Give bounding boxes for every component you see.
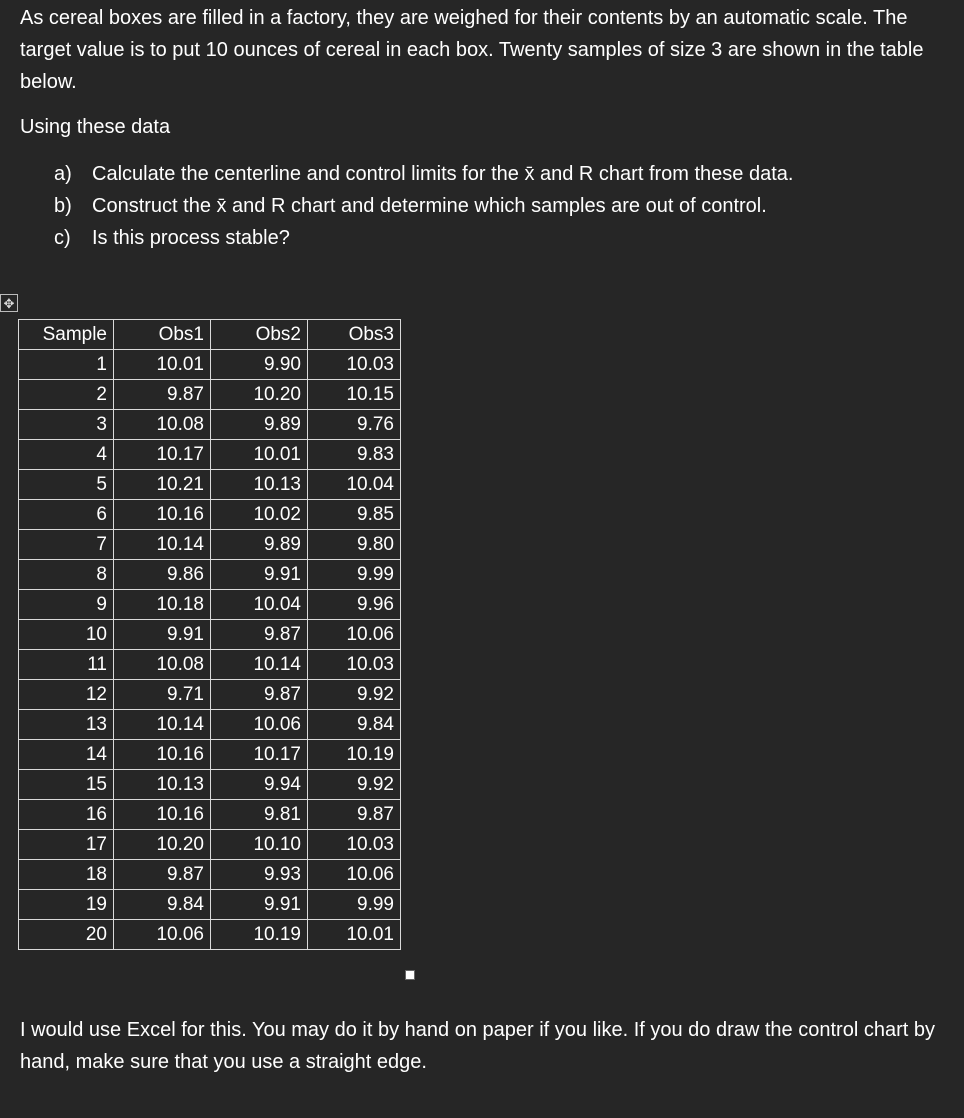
cell-obs1: 10.14 — [114, 710, 211, 740]
cell-obs1: 9.84 — [114, 890, 211, 920]
table-row — [19, 710, 401, 740]
table-row — [19, 620, 401, 650]
cell-sample: 19 — [19, 890, 114, 920]
cell-obs3: 10.06 — [308, 620, 401, 650]
table-row — [19, 560, 401, 590]
cell-obs2: 10.01 — [211, 440, 308, 470]
cell-obs2: 10.20 — [211, 380, 308, 410]
cell-obs2: 9.91 — [211, 890, 308, 920]
cell-sample: 1 — [19, 350, 114, 380]
cell-obs1: 10.14 — [114, 530, 211, 560]
cell-obs1: 10.18 — [114, 590, 211, 620]
cell-sample: 10 — [19, 620, 114, 650]
question-list — [54, 158, 793, 254]
cell-obs2: 9.87 — [211, 680, 308, 710]
cell-obs1: 10.16 — [114, 740, 211, 770]
cell-obs3: 9.99 — [308, 890, 401, 920]
cell-obs1: 9.71 — [114, 680, 211, 710]
header-obs2: Obs2 — [211, 320, 308, 350]
cell-sample: 13 — [19, 710, 114, 740]
cell-sample: 11 — [19, 650, 114, 680]
cell-obs1: 10.01 — [114, 350, 211, 380]
header-obs3: Obs3 — [308, 320, 401, 350]
cell-obs1: 9.87 — [114, 860, 211, 890]
sample-table — [18, 319, 401, 950]
cell-obs2: 10.06 — [211, 710, 308, 740]
move-arrows-icon[interactable]: ✥ — [0, 294, 18, 312]
cell-obs2: 10.10 — [211, 830, 308, 860]
cell-obs3: 10.01 — [308, 920, 401, 950]
cell-obs1: 10.17 — [114, 440, 211, 470]
cell-obs3: 10.19 — [308, 740, 401, 770]
cell-obs3: 9.85 — [308, 500, 401, 530]
table-row — [19, 590, 401, 620]
question-text: Is this process stable? — [92, 227, 290, 249]
cell-obs1: 10.16 — [114, 500, 211, 530]
cell-obs2: 10.14 — [211, 650, 308, 680]
cell-obs1: 10.08 — [114, 410, 211, 440]
header-sample: Sample — [19, 320, 114, 350]
cell-sample: 3 — [19, 410, 114, 440]
cell-obs3: 9.83 — [308, 440, 401, 470]
cell-obs3: 9.80 — [308, 530, 401, 560]
cell-obs2: 10.13 — [211, 470, 308, 500]
cell-sample: 14 — [19, 740, 114, 770]
resize-handle-icon[interactable] — [405, 970, 415, 980]
table-row — [19, 890, 401, 920]
cell-obs3: 10.03 — [308, 650, 401, 680]
cell-sample: 2 — [19, 380, 114, 410]
table-row — [19, 770, 401, 800]
cell-obs3: 10.06 — [308, 860, 401, 890]
cell-obs3: 10.03 — [308, 350, 401, 380]
cell-obs3: 10.03 — [308, 830, 401, 860]
cell-obs3: 9.96 — [308, 590, 401, 620]
cell-obs2: 9.94 — [211, 770, 308, 800]
cell-obs1: 10.20 — [114, 830, 211, 860]
cell-sample: 12 — [19, 680, 114, 710]
cell-obs2: 10.19 — [211, 920, 308, 950]
cell-sample: 4 — [19, 440, 114, 470]
cell-obs3: 9.99 — [308, 560, 401, 590]
cell-obs2: 9.81 — [211, 800, 308, 830]
outro-paragraph: I would use Excel for this. You may do it by hand on paper if you like. If you do draw the control chart by hand, make sure that you use a straight edge. — [20, 1019, 935, 1073]
intro-paragraph: As cereal boxes are filled in a factory, they are weighed for their contents by an automatic scale. The target value is to put 10 ounces of cereal in each box. Twenty samples of size 3 are shown in the table below. — [20, 7, 924, 93]
table-row — [19, 410, 401, 440]
cell-sample: 8 — [19, 560, 114, 590]
cell-sample: 6 — [19, 500, 114, 530]
table-row — [19, 470, 401, 500]
table-row — [19, 680, 401, 710]
table-row — [19, 800, 401, 830]
cell-sample: 5 — [19, 470, 114, 500]
table-row — [19, 740, 401, 770]
cell-sample: 17 — [19, 830, 114, 860]
using-data-line: Using these data — [20, 116, 171, 138]
question-marker: a) — [54, 163, 72, 185]
cell-obs2: 9.91 — [211, 560, 308, 590]
cell-obs3: 9.92 — [308, 680, 401, 710]
table-row — [19, 440, 401, 470]
table-body — [19, 350, 401, 950]
cell-sample: 18 — [19, 860, 114, 890]
cell-obs2: 9.93 — [211, 860, 308, 890]
cell-obs1: 10.08 — [114, 650, 211, 680]
cell-sample: 20 — [19, 920, 114, 950]
cell-sample: 15 — [19, 770, 114, 800]
cell-obs2: 10.04 — [211, 590, 308, 620]
table-row — [19, 920, 401, 950]
cell-sample: 16 — [19, 800, 114, 830]
cell-obs1: 10.21 — [114, 470, 211, 500]
cell-obs2: 9.89 — [211, 530, 308, 560]
cell-obs1: 10.13 — [114, 770, 211, 800]
header-obs1: Obs1 — [114, 320, 211, 350]
cell-obs3: 9.84 — [308, 710, 401, 740]
table-row — [19, 380, 401, 410]
table-row — [19, 650, 401, 680]
cell-obs1: 9.91 — [114, 620, 211, 650]
cell-obs2: 9.89 — [211, 410, 308, 440]
question-marker: c) — [54, 227, 71, 249]
question-a — [54, 158, 793, 190]
cell-obs2: 10.17 — [211, 740, 308, 770]
question-c — [54, 222, 793, 254]
cell-sample: 7 — [19, 530, 114, 560]
table-row — [19, 530, 401, 560]
question-b — [54, 190, 793, 222]
table-row — [19, 500, 401, 530]
cell-obs2: 9.90 — [211, 350, 308, 380]
cell-obs3: 9.87 — [308, 800, 401, 830]
table-row — [19, 830, 401, 860]
question-text: Calculate the centerline and control limits for the x̄ and R chart from these data. — [92, 163, 794, 185]
cell-obs2: 9.87 — [211, 620, 308, 650]
cell-obs3: 10.15 — [308, 380, 401, 410]
table-row — [19, 350, 401, 380]
question-marker: b) — [54, 195, 72, 217]
table-row — [19, 860, 401, 890]
cell-obs1: 10.16 — [114, 800, 211, 830]
cell-obs1: 9.87 — [114, 380, 211, 410]
cell-obs2: 10.02 — [211, 500, 308, 530]
table-header-row — [19, 320, 401, 350]
cell-obs3: 9.76 — [308, 410, 401, 440]
cell-sample: 9 — [19, 590, 114, 620]
cell-obs1: 9.86 — [114, 560, 211, 590]
cell-obs3: 10.04 — [308, 470, 401, 500]
cell-obs3: 9.92 — [308, 770, 401, 800]
cell-obs1: 10.06 — [114, 920, 211, 950]
question-text: Construct the x̄ and R chart and determine which samples are out of control. — [92, 195, 767, 217]
